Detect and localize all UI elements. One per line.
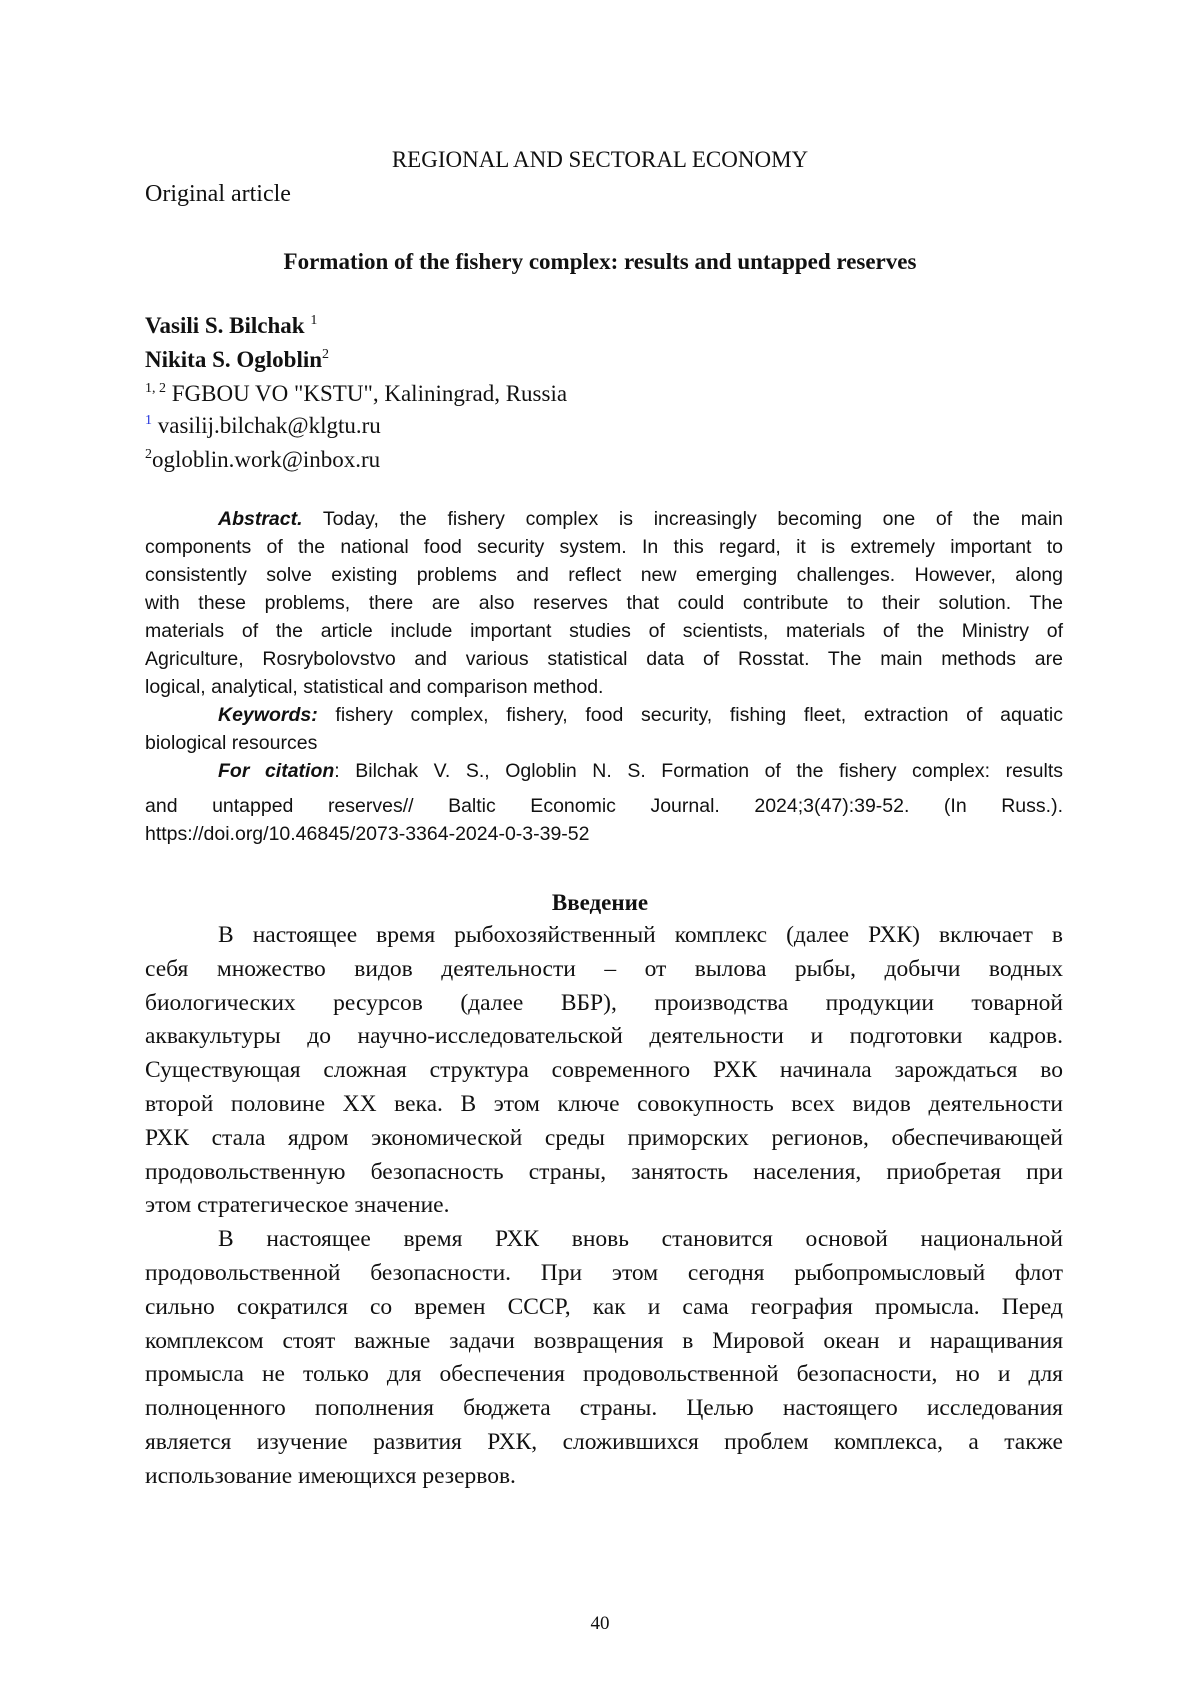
affiliation-text: FGBOU VO "KSTU", Kaliningrad, Russia bbox=[172, 381, 567, 406]
body-line: является изучение развития РХК, сложившихся проблем комплекса, а также bbox=[145, 1426, 1063, 1460]
body-line: комплексом стоят важные задачи возвращения в Мировой океан и наращивания bbox=[145, 1325, 1063, 1359]
author-sup: 1 bbox=[310, 313, 317, 328]
section-heading-intro: Введение bbox=[0, 888, 1200, 918]
intro-body bbox=[145, 919, 1063, 1494]
body-line: аквакультуры до научно-исследовательской деятельности и подготовки кадров. bbox=[145, 1020, 1063, 1054]
abstract-label: Abstract. bbox=[218, 508, 303, 530]
body-line: себя множество видов деятельности – от вылова рыбы, добычи водных bbox=[145, 953, 1063, 987]
keywords-line: biological resources bbox=[145, 729, 1063, 757]
body-line: сильно сократился со времен СССР, как и сама география промысла. Перед bbox=[145, 1291, 1063, 1325]
body-line: этом стратегическое значение. bbox=[145, 1189, 1063, 1223]
affiliation-sup: 1, 2 bbox=[145, 381, 166, 396]
affiliation bbox=[145, 377, 567, 411]
email-sup: 1 bbox=[145, 413, 152, 428]
body-line: В настоящее время РХК вновь становится основой национальной bbox=[145, 1223, 1063, 1257]
email-link[interactable]: vasilij.bilchak@klgtu.ru bbox=[158, 413, 381, 438]
body-line: биологических ресурсов (далее ВБР), производства продукции товарной bbox=[145, 987, 1063, 1021]
body-line: продовольственную безопасность страны, занятость населения, приобретая при bbox=[145, 1156, 1063, 1190]
abstract-line: Agriculture, Rosrybolovstvo and various statistical data of Rosstat. The main methods are bbox=[145, 645, 1063, 673]
body-line: промысла не только для обеспечения продовольственной безопасности, но и для bbox=[145, 1358, 1063, 1392]
abstract-line: consistently solve existing problems and reflect new emerging challenges. However, along bbox=[145, 561, 1063, 589]
abstract-block bbox=[145, 505, 1063, 848]
keywords-line bbox=[145, 701, 1063, 729]
doi-link[interactable]: https://doi.org/10.46845/2073-3364-2024-0-3-39-52 bbox=[145, 820, 1063, 848]
keywords-text: fishery complex, fishery, food security, fishing fleet, extraction of aquatic bbox=[318, 704, 1063, 726]
abstract-line: logical, analytical, statistical and comparison method. bbox=[145, 673, 1063, 701]
body-line: продовольственной безопасности. При этом сегодня рыбопромысловый флот bbox=[145, 1257, 1063, 1291]
author-name: Vasili S. Bilchak bbox=[145, 313, 305, 338]
article-type: Original article bbox=[145, 179, 291, 209]
body-line: Существующая сложная структура современного РХК начинала зарождаться во bbox=[145, 1054, 1063, 1088]
author-2 bbox=[145, 343, 329, 377]
author-sup: 2 bbox=[322, 347, 329, 362]
citation-text: : Bilchak V. S., Ogloblin N. S. Formation of the fishery complex: results bbox=[334, 760, 1063, 782]
abstract-line: components of the national food security system. In this regard, it is extremely important to bbox=[145, 533, 1063, 561]
author-1 bbox=[145, 309, 317, 343]
body-line: второй половине XX века. В этом ключе совокупность всех видов деятельности bbox=[145, 1088, 1063, 1122]
keywords-label: Keywords: bbox=[218, 704, 318, 726]
email-link[interactable]: ogloblin.work@inbox.ru bbox=[152, 447, 380, 472]
author-name: Nikita S. Ogloblin bbox=[145, 347, 322, 372]
abstract-line bbox=[145, 505, 1063, 533]
citation-line: and untapped reserves// Baltic Economic Journal. 2024;3(47):39-52. (In Russ.). bbox=[145, 792, 1063, 820]
body-line: В настоящее время рыбохозяйственный комплекс (далее РХК) включает в bbox=[145, 919, 1063, 953]
abstract-text: Today, the fishery complex is increasingly becoming one of the main bbox=[303, 508, 1063, 530]
body-line: РХК стала ядром экономической среды приморских регионов, обеспечивающей bbox=[145, 1122, 1063, 1156]
body-line: использование имеющихся резервов. bbox=[145, 1460, 1063, 1494]
email-2 bbox=[145, 443, 380, 477]
page-number: 40 bbox=[0, 1612, 1200, 1636]
citation-line bbox=[145, 757, 1063, 785]
abstract-line: materials of the article include important studies of scientists, materials of the Ministry of bbox=[145, 617, 1063, 645]
citation-label: For citation bbox=[218, 760, 334, 782]
body-line: полноценного пополнения бюджета страны. Целью настоящего исследования bbox=[145, 1392, 1063, 1426]
email-1 bbox=[145, 409, 381, 443]
section-heading: REGIONAL AND SECTORAL ECONOMY bbox=[0, 145, 1200, 175]
article-title: Formation of the fishery complex: results and untapped reserves bbox=[0, 247, 1200, 277]
email-sup: 2 bbox=[145, 447, 152, 462]
abstract-line: with these problems, there are also reserves that could contribute to their solution. The bbox=[145, 589, 1063, 617]
